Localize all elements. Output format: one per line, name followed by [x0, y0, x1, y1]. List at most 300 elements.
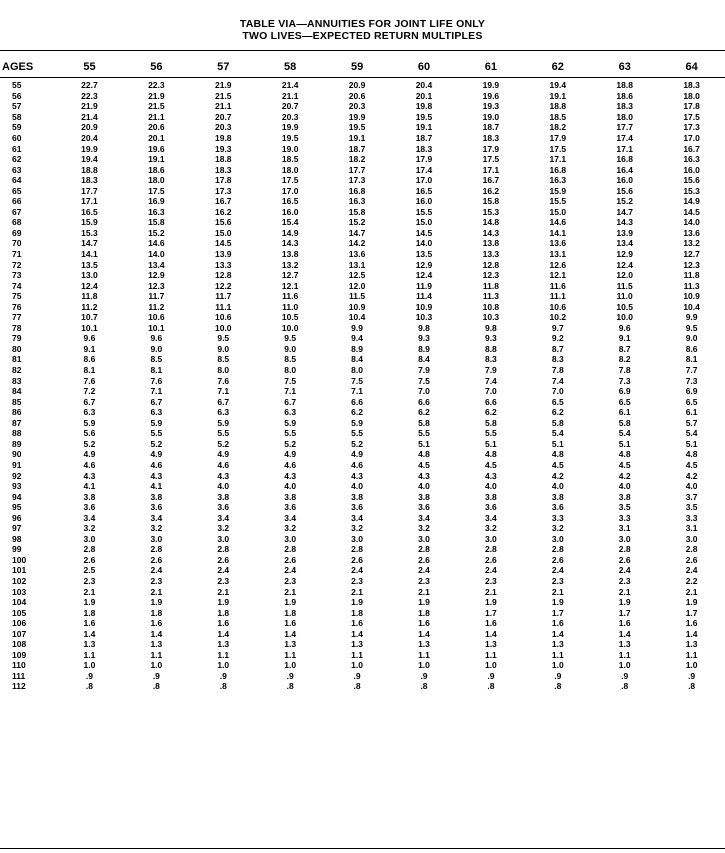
- value-cell: 7.6: [83, 375, 96, 386]
- age-cell: 57: [12, 101, 22, 112]
- value-cell: 3.7: [685, 491, 698, 502]
- age-cell: 107: [12, 628, 27, 639]
- value-cell: 9.9: [685, 312, 698, 323]
- value-cell: 2.8: [351, 544, 363, 555]
- value-cell: 9.9: [351, 322, 363, 333]
- table-row: [0, 270, 725, 281]
- title-line-1: TABLE VIA—ANNUITIES FOR JOINT LIFE ONLY: [239, 18, 486, 30]
- value-cell: 1.4: [484, 628, 497, 639]
- value-cell: 2.3: [618, 575, 631, 586]
- value-cell: 4.5: [551, 459, 564, 470]
- age-cell: 110: [12, 660, 26, 671]
- value-cell: 8.4: [418, 354, 430, 365]
- value-cell: 17.0: [683, 133, 700, 143]
- value-cell: 19.6: [148, 143, 165, 154]
- value-cell: 20.4: [415, 80, 433, 91]
- value-cell: 17.0: [281, 185, 299, 196]
- age-cell: 108: [12, 639, 27, 650]
- value-cell: 3.0: [284, 533, 297, 544]
- value-cell: 3.6: [551, 502, 564, 513]
- value-cell: 4.0: [551, 481, 564, 492]
- value-cell: 3.8: [551, 491, 564, 502]
- value-cell: 1.7: [618, 607, 631, 618]
- value-cell: 17.1: [482, 164, 500, 175]
- value-cell: 1.9: [484, 597, 497, 608]
- table-row: [0, 375, 725, 386]
- age-cell: 88: [12, 428, 22, 439]
- value-cell: 17.7: [616, 122, 633, 133]
- column-header-row: [0, 51, 725, 73]
- age-column-header: AGES: [2, 61, 34, 73]
- value-cell: 9.8: [484, 322, 497, 333]
- value-cell: 1.0: [484, 660, 497, 671]
- value-cell: 19.9: [482, 80, 500, 91]
- value-cell: 19.0: [281, 143, 299, 154]
- value-cell: 4.8: [685, 449, 698, 460]
- value-cell: 4.0: [351, 481, 363, 492]
- value-cell: 7.0: [484, 386, 497, 397]
- value-cell: 2.1: [351, 586, 363, 597]
- value-cell: 14.7: [81, 238, 98, 249]
- value-cell: 18.2: [549, 122, 567, 133]
- value-cell: .8: [286, 681, 294, 692]
- value-cell: 10.5: [281, 312, 299, 323]
- value-cell: 9.3: [484, 333, 497, 344]
- value-cell: 2.6: [351, 554, 363, 565]
- value-cell: 2.3: [351, 575, 363, 586]
- value-cell: 3.5: [618, 502, 631, 513]
- value-cell: 2.3: [83, 575, 96, 586]
- value-cell: 13.6: [549, 238, 567, 249]
- value-cell: 17.0: [415, 175, 433, 186]
- value-cell: 5.4: [685, 428, 698, 439]
- value-cell: 16.5: [415, 185, 433, 196]
- value-cell: 8.7: [551, 343, 564, 354]
- value-cell: 14.9: [281, 227, 299, 238]
- value-cell: 3.3: [551, 512, 564, 523]
- value-cell: 10.0: [214, 322, 232, 333]
- column-header-6: 61: [484, 61, 498, 73]
- value-cell: 22.3: [81, 90, 98, 101]
- value-cell: 15.6: [683, 175, 700, 186]
- value-cell: 16.3: [549, 175, 567, 186]
- value-cell: 13.3: [214, 259, 232, 270]
- value-cell: 2.1: [618, 586, 631, 597]
- value-cell: 3.8: [217, 491, 230, 502]
- value-cell: 1.6: [83, 618, 96, 629]
- table-row: [0, 681, 725, 692]
- value-cell: 20.7: [214, 111, 232, 122]
- table-row: [0, 544, 725, 555]
- value-cell: 6.1: [618, 407, 631, 418]
- value-cell: 6.7: [217, 396, 230, 407]
- value-cell: 14.5: [683, 206, 700, 217]
- value-cell: 2.4: [685, 565, 698, 576]
- value-cell: 1.6: [484, 618, 497, 629]
- value-cell: 11.5: [349, 291, 366, 302]
- value-cell: 6.3: [83, 407, 96, 418]
- value-cell: 1.3: [618, 639, 631, 650]
- value-cell: 1.9: [618, 597, 631, 608]
- age-cell: 62: [12, 154, 22, 165]
- value-cell: 12.7: [281, 270, 299, 281]
- value-cell: 1.8: [351, 607, 363, 618]
- value-cell: 2.3: [551, 575, 564, 586]
- table-row: [0, 555, 725, 566]
- value-cell: 15.4: [281, 217, 299, 228]
- age-cell: 78: [12, 322, 22, 333]
- value-cell: .8: [353, 681, 361, 692]
- value-cell: 16.0: [616, 175, 633, 186]
- value-cell: 5.5: [484, 428, 497, 439]
- value-cell: 1.4: [685, 628, 698, 639]
- value-cell: 13.3: [482, 249, 500, 260]
- value-cell: 7.7: [685, 365, 698, 376]
- value-cell: 18.7: [348, 143, 366, 154]
- value-cell: 15.5: [415, 206, 433, 217]
- value-cell: 8.8: [484, 343, 497, 354]
- value-cell: 7.9: [418, 365, 430, 376]
- age-cell: 94: [12, 491, 22, 502]
- value-cell: 18.0: [281, 164, 299, 175]
- value-cell: 1.3: [150, 639, 163, 650]
- value-cell: 17.7: [348, 164, 366, 175]
- value-cell: 18.0: [683, 90, 700, 101]
- age-cell: 70: [12, 238, 22, 249]
- value-cell: 2.3: [284, 575, 297, 586]
- value-cell: 4.8: [618, 449, 631, 460]
- value-cell: 20.6: [348, 90, 366, 101]
- value-cell: 3.1: [618, 523, 631, 534]
- age-cell: 71: [12, 249, 22, 260]
- age-cell: 81: [12, 354, 22, 365]
- value-cell: 18.8: [549, 101, 567, 112]
- value-cell: 10.4: [683, 301, 700, 312]
- value-cell: 3.6: [418, 502, 430, 513]
- value-cell: 18.3: [683, 80, 700, 91]
- value-cell: 1.1: [217, 649, 230, 660]
- value-cell: 1.0: [551, 660, 564, 671]
- value-cell: 2.8: [484, 544, 497, 555]
- value-cell: 11.1: [549, 291, 566, 302]
- value-cell: 15.0: [549, 206, 567, 217]
- value-cell: 11.7: [215, 291, 232, 302]
- value-cell: 4.6: [284, 459, 297, 470]
- value-cell: 3.0: [685, 533, 698, 544]
- value-cell: 1.4: [150, 628, 163, 639]
- table-row: [0, 407, 725, 418]
- table-row: [0, 439, 725, 450]
- value-cell: 5.5: [150, 428, 163, 439]
- value-cell: 15.0: [415, 217, 433, 228]
- value-cell: 10.0: [281, 322, 299, 333]
- value-cell: 5.4: [618, 428, 631, 439]
- table-row: [0, 428, 725, 439]
- value-cell: 7.1: [351, 386, 363, 397]
- age-cell: 67: [12, 206, 22, 217]
- value-cell: 13.8: [482, 238, 500, 249]
- value-cell: 2.4: [351, 565, 363, 576]
- value-cell: 9.0: [217, 343, 230, 354]
- value-cell: 3.0: [217, 533, 230, 544]
- value-cell: 1.4: [351, 628, 363, 639]
- value-cell: .8: [219, 681, 227, 692]
- value-cell: 6.3: [217, 407, 230, 418]
- value-cell: 19.9: [281, 122, 299, 133]
- value-cell: 3.0: [551, 533, 564, 544]
- value-cell: 5.6: [83, 428, 96, 439]
- value-cell: 11.2: [148, 301, 165, 312]
- age-cell: 60: [12, 133, 22, 143]
- value-cell: 1.1: [551, 649, 564, 660]
- value-cell: 14.3: [482, 227, 500, 238]
- value-cell: 4.5: [484, 459, 497, 470]
- table-row: [0, 164, 725, 175]
- value-cell: 12.8: [214, 270, 232, 281]
- age-cell: 74: [12, 280, 22, 291]
- table-row: [0, 228, 725, 239]
- value-cell: 16.2: [482, 185, 500, 196]
- value-cell: 14.3: [281, 238, 299, 249]
- value-cell: 3.6: [150, 502, 163, 513]
- table-row: [0, 565, 725, 576]
- value-cell: 12.6: [549, 259, 567, 270]
- value-cell: .9: [487, 670, 495, 681]
- value-cell: 7.8: [551, 365, 564, 376]
- value-cell: 19.3: [214, 143, 232, 154]
- value-cell: 6.5: [551, 396, 564, 407]
- value-cell: 20.3: [214, 122, 232, 133]
- value-cell: 16.3: [148, 206, 165, 217]
- value-cell: 2.1: [217, 586, 230, 597]
- value-cell: .9: [152, 670, 160, 681]
- value-cell: 15.9: [549, 185, 567, 196]
- value-cell: 4.2: [551, 470, 564, 481]
- value-cell: 2.6: [284, 554, 297, 565]
- value-cell: 3.4: [217, 512, 230, 523]
- value-cell: 3.4: [351, 512, 363, 523]
- value-cell: 18.3: [616, 101, 633, 112]
- value-cell: 9.5: [685, 322, 698, 333]
- age-cell: 85: [12, 396, 22, 407]
- age-cell: 103: [12, 586, 27, 597]
- value-cell: 2.6: [551, 554, 564, 565]
- value-cell: 1.0: [284, 660, 297, 671]
- value-cell: 9.0: [284, 343, 297, 354]
- value-cell: 2.6: [217, 554, 230, 565]
- table-row: [0, 207, 725, 218]
- value-cell: 9.7: [551, 322, 564, 333]
- value-cell: 12.4: [616, 259, 633, 270]
- value-cell: 19.1: [415, 122, 433, 133]
- age-cell: 58: [12, 111, 22, 122]
- value-cell: 7.1: [284, 386, 297, 397]
- value-cell: 12.9: [616, 249, 633, 260]
- value-cell: 5.1: [618, 438, 631, 449]
- age-cell: 86: [12, 407, 22, 418]
- value-cell: 1.0: [83, 660, 96, 671]
- value-cell: 16.3: [348, 196, 366, 207]
- value-cell: 5.2: [284, 438, 297, 449]
- table-row: [0, 660, 725, 671]
- value-cell: 14.0: [683, 217, 700, 228]
- value-cell: 2.4: [618, 565, 631, 576]
- value-cell: 17.1: [616, 143, 633, 154]
- table-row: [0, 101, 725, 112]
- value-cell: 2.4: [484, 565, 497, 576]
- value-cell: 4.3: [217, 470, 230, 481]
- table-row: [0, 418, 725, 429]
- value-cell: 15.8: [482, 196, 500, 207]
- value-cell: 2.2: [685, 575, 698, 586]
- table-title: [0, 0, 725, 46]
- table-row: [0, 354, 725, 365]
- value-cell: .8: [85, 681, 93, 692]
- value-cell: 3.2: [217, 523, 230, 534]
- value-cell: 14.0: [415, 238, 433, 249]
- value-cell: 6.2: [551, 407, 564, 418]
- value-cell: 1.0: [217, 660, 230, 671]
- value-cell: 3.0: [418, 533, 430, 544]
- value-cell: 15.3: [482, 206, 500, 217]
- table-row: [0, 259, 725, 270]
- value-cell: 20.9: [348, 80, 366, 91]
- value-cell: 16.8: [616, 154, 633, 165]
- value-cell: 8.7: [618, 343, 631, 354]
- value-cell: 2.4: [418, 565, 430, 576]
- value-cell: .9: [85, 670, 93, 681]
- value-cell: 1.4: [284, 628, 297, 639]
- value-cell: 6.5: [685, 396, 698, 407]
- value-cell: 19.3: [482, 101, 500, 112]
- value-cell: 1.3: [217, 639, 230, 650]
- value-cell: 2.1: [83, 586, 96, 597]
- value-cell: 2.8: [217, 544, 230, 555]
- value-cell: 21.4: [281, 80, 299, 91]
- value-cell: 13.6: [683, 227, 700, 238]
- table-row: [0, 671, 725, 682]
- value-cell: 3.2: [418, 523, 430, 534]
- value-cell: 21.5: [148, 101, 165, 112]
- value-cell: 11.2: [81, 301, 98, 312]
- value-cell: 5.5: [284, 428, 297, 439]
- value-cell: 19.5: [281, 133, 299, 143]
- value-cell: 13.4: [616, 238, 633, 249]
- value-cell: 4.9: [150, 449, 163, 460]
- value-cell: 1.0: [351, 660, 363, 671]
- value-cell: 3.5: [685, 502, 698, 513]
- value-cell: 18.3: [482, 133, 500, 143]
- value-cell: 16.0: [281, 206, 299, 217]
- value-cell: 6.9: [685, 386, 698, 397]
- value-cell: 4.0: [418, 481, 430, 492]
- value-cell: 18.8: [616, 80, 633, 91]
- value-cell: 14.1: [549, 227, 567, 238]
- table-row: [0, 523, 725, 534]
- value-cell: 5.5: [418, 428, 430, 439]
- value-cell: 8.4: [351, 354, 363, 365]
- column-header-8: 63: [618, 61, 631, 73]
- value-cell: 18.3: [415, 143, 433, 154]
- value-cell: 4.9: [351, 449, 363, 460]
- age-cell: 91: [12, 459, 22, 470]
- value-cell: 2.6: [618, 554, 631, 565]
- value-cell: 9.1: [618, 333, 631, 344]
- value-cell: 3.4: [83, 512, 96, 523]
- value-cell: 8.0: [217, 365, 230, 376]
- value-cell: 7.6: [150, 375, 163, 386]
- value-cell: 1.6: [150, 618, 163, 629]
- age-cell: 69: [12, 227, 22, 238]
- value-cell: 13.9: [616, 227, 633, 238]
- table-row: [0, 618, 725, 629]
- value-cell: 2.6: [685, 554, 698, 565]
- value-cell: 3.8: [484, 491, 497, 502]
- value-cell: 4.6: [150, 459, 163, 470]
- value-cell: 6.2: [484, 407, 497, 418]
- age-cell: 73: [12, 270, 22, 281]
- value-cell: 15.8: [148, 217, 165, 228]
- value-cell: 5.8: [618, 417, 631, 428]
- age-cell: 82: [12, 365, 22, 376]
- age-cell: 106: [12, 618, 27, 629]
- value-cell: 1.8: [284, 607, 297, 618]
- value-cell: 2.1: [418, 586, 430, 597]
- value-cell: 7.6: [217, 375, 230, 386]
- value-cell: 10.7: [81, 312, 98, 323]
- value-cell: 9.6: [83, 333, 96, 344]
- value-cell: 15.0: [214, 227, 232, 238]
- value-cell: 8.0: [284, 365, 297, 376]
- value-cell: 10.1: [81, 322, 98, 333]
- value-cell: .9: [286, 670, 294, 681]
- value-cell: 17.5: [281, 175, 299, 186]
- value-cell: .8: [554, 681, 562, 692]
- table-row: [0, 512, 725, 523]
- value-cell: 10.3: [415, 312, 433, 323]
- age-cell: 87: [12, 417, 22, 428]
- value-cell: 5.8: [418, 417, 430, 428]
- value-cell: 7.5: [418, 375, 430, 386]
- value-cell: 4.0: [618, 481, 631, 492]
- value-cell: 4.8: [551, 449, 564, 460]
- value-cell: 1.3: [284, 639, 297, 650]
- value-cell: 10.4: [348, 312, 366, 323]
- value-cell: 2.8: [150, 544, 163, 555]
- value-cell: 1.9: [351, 597, 363, 608]
- value-cell: 9.2: [551, 333, 564, 344]
- value-cell: 18.0: [616, 111, 633, 122]
- value-cell: 5.2: [83, 438, 96, 449]
- value-cell: 1.8: [418, 607, 430, 618]
- value-cell: 6.3: [150, 407, 163, 418]
- table-row: [0, 470, 725, 481]
- age-cell: 112: [12, 681, 26, 692]
- value-cell: 1.7: [685, 607, 698, 618]
- value-cell: 9.3: [418, 333, 430, 344]
- value-cell: 6.6: [351, 396, 363, 407]
- value-cell: 3.3: [618, 512, 631, 523]
- value-cell: 16.0: [683, 164, 700, 175]
- value-cell: 3.8: [418, 491, 430, 502]
- value-cell: 2.5: [83, 565, 96, 576]
- value-cell: 20.1: [148, 133, 165, 143]
- value-cell: 8.0: [351, 365, 363, 376]
- value-cell: 6.2: [418, 407, 430, 418]
- value-cell: 8.6: [83, 354, 96, 365]
- value-cell: 1.8: [217, 607, 230, 618]
- value-cell: 1.6: [351, 618, 363, 629]
